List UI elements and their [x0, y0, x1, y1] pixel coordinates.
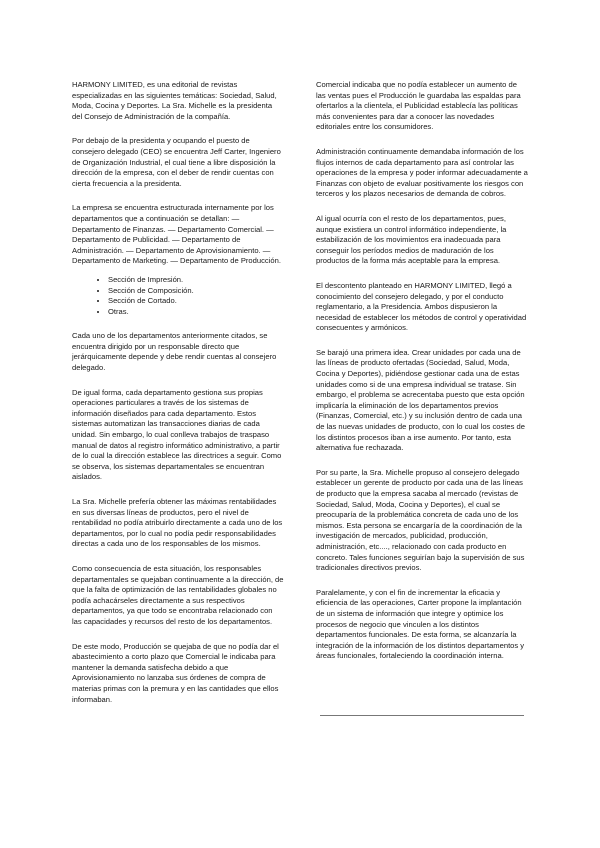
list-item: • Otras.	[108, 307, 284, 318]
right-column	[316, 80, 528, 676]
intro-paragraph: HARMONY LIMITED, es una editorial de revistas especializadas en las siguientes temáticas: Sociedad, Salud, Moda, Cocina y Deportes. La Sra. Michelle es la presidenta del Consejo de Administración de la compañía.	[72, 80, 277, 121]
body-paragraph: Cada uno de los departamentos anteriormente citados, se encuentra dirigido por un responsable directo que jerárquicamente depende y debe rendir cuentas al consejero delegado.	[72, 331, 277, 373]
list-item: • Sección de Cortado.	[108, 296, 284, 307]
ceo-paragraph: Por debajo de la presidenta y ocupando el puesto de consejero delegado (CEO) se encuentra Jeff Carter, Ingeniero de Organización Industrial, el cual tiene a libre disposición la dirección de la empresa, con el deber de rendir cuentas con cierta frecuencia a la presidenta.	[72, 136, 281, 188]
body-paragraph: Al igual ocurría con el resto de los departamentos, pues, aunque existiera un control informático independiente, la estabilización de los movimientos era inadecuada para conseguir los períodos medios de maduración de los productos de la forma más aceptable para la empresa.	[316, 213, 507, 266]
body-paragraph: Como consecuencia de esta situación, los responsables departamentales se quejaban continuamente a la dirección, de que la falta de optimización de las rentabilidades globales no podía achacárseles directamente a sus respectivos departamentos, ya que todo se encontraba relacionado con las capacidades y recursos del resto de los departamentos.	[72, 563, 284, 626]
body-paragraph: La Sra. Michelle prefería obtener las máximas rentabilidades en sus diversas líneas de productos, pero el nivel de rentabilidad no podía atribuirlo directamente a cada uno de los departamentos, por lo cual no podía pedir responsabilidades directas a cada uno de los responsables de los mismos.	[72, 497, 283, 549]
body-paragraph: Se barajó una primera idea. Crear unidades por cada una de las líneas de producto ofertadas (Sociedad, Salud, Moda, Cocina y Deportes), pidiéndose gestionar cada una de estas unidades como si de una empresa individual se tratase. Sin embargo, el problema se acrecentaba puesto que esta opción implicaría la eliminación de los departamentos previos (Finanzas, Comercial, etc.) y su inclusión dentro de cada una de las nuevas unidades de producto, con lo cual los costes de los distintos procesos iban a irse aumento. Por tanto, esta alternativa fue rechazada.	[316, 347, 525, 453]
list-item: • Sección de Composición.	[108, 286, 284, 297]
list-item: • Sección de Impresión.	[108, 275, 284, 286]
body-paragraph: Paralelamente, y con el fin de incrementar la eficacia y eficiencia de las operaciones, Carter propone la implantación de un sistema de información que integre y optimice los procesos de negocio que vinculen a los distintos departamentos funcionales. De esta forma, se alcanzaría la integración de la información de los distintos departamentos y áreas funcionales, fortaleciendo la coordinación interna.	[316, 587, 525, 661]
body-paragraph: El descontento planteado en HARMONY LIMITED, llegó a conocimiento del consejero delegado, y por el conducto reglamentario, a la Presidencia. Ambos dispusieron la necesidad de establecer los métodos de control y operatividad consecuentes y armónicos.	[316, 280, 527, 333]
footnote-divider	[320, 715, 524, 716]
body-paragraph: De igual forma, cada departamento gestiona sus propias operaciones particulares a través de los sistemas de información diseñados para cada departamento. Estos sistemas automatizan las transacciones diarias de cada unidad. Sin embargo, lo cual conlleva trabajos de traspaso manual de datos al registro informático administrativo, a partir de lo cual la dirección establece las directrices a seguir. Como se observa, los sistemas departamentales se encuentran aislados.	[72, 387, 282, 482]
body-paragraph: De este modo, Producción se quejaba de que no podía dar el abastecimiento a corto plazo que Comercial le indicaba para mantener la demanda satisfecha debido a que Aprovisionamiento no lanzaba sus órdenes de compra de materias primas con la premura y en las cantidades que ellos informaban.	[72, 641, 279, 704]
production-sections-list	[72, 275, 284, 317]
body-paragraph: Administración continuamente demandaba información de los flujos internos de cada departamento para así controlar las operaciones de la empresa y poder informar adecuadamente a Finanzas con objeto de evaluar positivamente los riesgos con terceros y los plazos necesarios de demanda de cobros.	[316, 146, 528, 199]
body-paragraph: Comercial indicaba que no podía establecer un aumento de las ventas pues el Producción le guardaba las espaldas para ofertarlos a la clientela, el Publicidad establecía las políticas más convenientes para dar a conocer las novedades editoriales entre los consumidores.	[316, 80, 521, 132]
left-column	[72, 80, 284, 719]
departments-paragraph: La empresa se encuentra estructurada internamente por los departamentos que a continuación se detallan: — Departamento de Finanzas. — Departamento Comercial. — Departamento de Publicidad. — Departamento de Administración. — Departamento de Aprovisionamiento. — Departamento de Marketing. — Departamento de Producción.	[72, 203, 281, 266]
body-paragraph: Por su parte, la Sra. Michelle propuso al consejero delegado establecer un gerente de producto por cada una de las líneas de producto que la empresa sacaba al mercado (revistas de Sociedad, Salud, Moda, Cocina y Deportes), el cual se preocuparía de la problemática concreta de cada uno de los mismos. Esta persona se encargaría de la coordinación de la investigación de mercados, publicidad, producción, administración, etc...., relacionado con cada producto en concreto. Tales funciones seguirían bajo la supervisión de sus tradicionales directivos previos.	[316, 467, 525, 573]
